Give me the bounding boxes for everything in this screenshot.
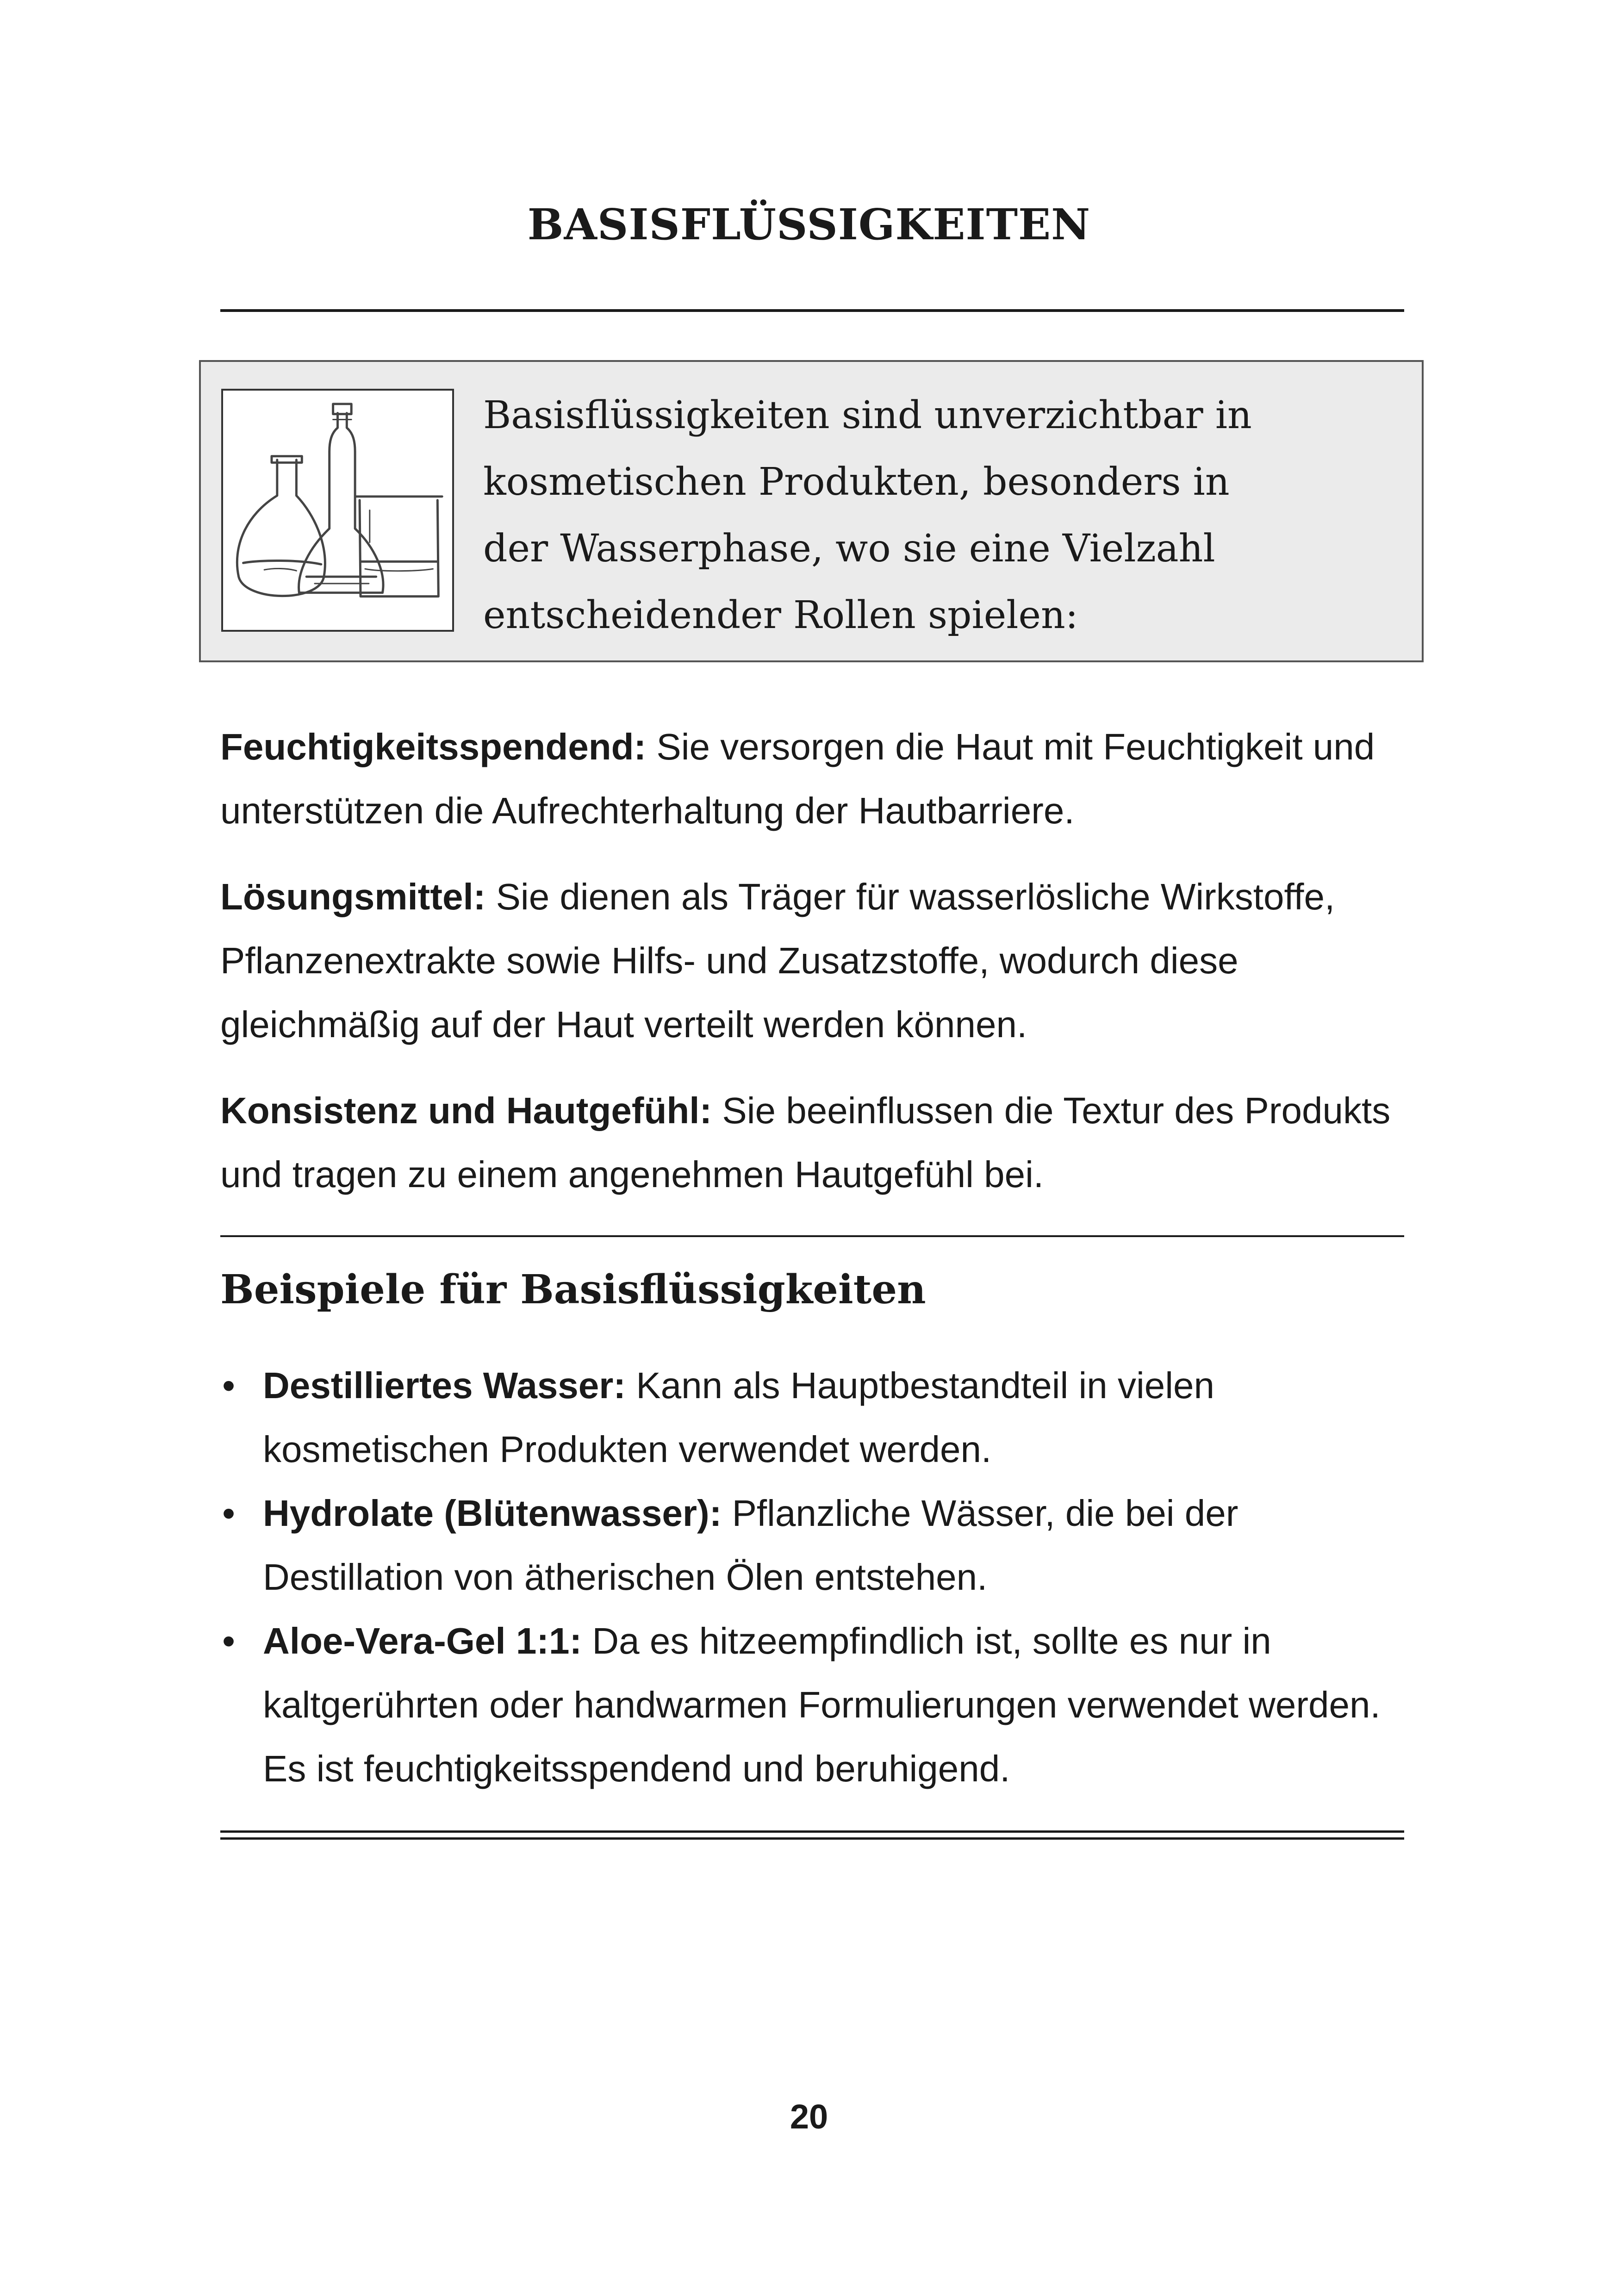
section-divider [220, 1235, 1404, 1237]
definition-term: Konsistenz und Hautgefühl: [220, 1090, 712, 1131]
examples-list [220, 1354, 1414, 1801]
intro-line: der Wasserphase, wo sie eine Vielzahl [483, 527, 1215, 571]
list-item [220, 1354, 1414, 1481]
example-text: Da es hitzeempfindlich ist, sollte es nur in kaltgerührten oder handwarmen Formulierungen verwendet werden. Es ist feuchtigkeitsspendend und beruhigend. [263, 1620, 1381, 1789]
definition-paragraph [220, 865, 1405, 1057]
bullet-icon: • [222, 1365, 236, 1406]
definition-term: Lösungsmittel: [220, 876, 486, 917]
intro-line: kosmetischen Produkten, besonders in [483, 460, 1230, 504]
example-text: Pflanzliche Wässer, die bei der Destillation von ätherischen Ölen entstehen. [263, 1493, 1238, 1598]
definitions [220, 715, 1405, 1229]
bottom-double-rule-lower [220, 1837, 1404, 1840]
intro-line: entscheidender Rollen spielen: [483, 593, 1078, 637]
page-title: BASISFLÜSSIGKEITEN [527, 199, 1091, 249]
definition-text: Sie beeinflussen die Textur des Produkts und tragen zu einem angenehmen Hautgefühl bei. [220, 1090, 1391, 1195]
laboratory-glassware-icon [221, 389, 454, 632]
bullet-icon: • [222, 1620, 236, 1661]
title-divider [220, 309, 1404, 312]
example-term: Aloe-Vera-Gel 1:1: [263, 1620, 582, 1661]
list-item [220, 1609, 1414, 1801]
definition-text: Sie dienen als Träger für wasserlösliche Wirkstoffe, Pflanzenextrakte sowie Hilfs- und Zusatzstoffe, wodurch diese gleichmäßig auf der Haut verteilt werden können. [220, 876, 1335, 1045]
page-number: 20 [790, 2097, 828, 2136]
definition-text: Sie versorgen die Haut mit Feuchtigkeit und unterstützen die Aufrechterhaltung der Hautbarriere. [220, 726, 1375, 831]
bullet-icon: • [222, 1493, 236, 1534]
example-term: Destilliertes Wasser: [263, 1365, 626, 1406]
example-text: Kann als Hauptbestandteil in vielen kosmetischen Produkten verwendet werden. [263, 1365, 1215, 1470]
bottom-double-rule-upper [220, 1830, 1404, 1833]
example-term: Hydrolate (Blütenwasser): [263, 1493, 722, 1534]
definition-term: Feuchtigkeitsspendend: [220, 726, 647, 767]
section-heading: Beispiele für Basisflüssigkeiten [220, 1266, 926, 1313]
definition-paragraph [220, 1079, 1405, 1207]
intro-box [199, 360, 1424, 662]
definition-paragraph [220, 715, 1405, 843]
intro-text [483, 382, 1400, 649]
list-item [220, 1481, 1414, 1609]
intro-line: Basisflüssigkeiten sind unverzichtbar in [483, 393, 1252, 437]
